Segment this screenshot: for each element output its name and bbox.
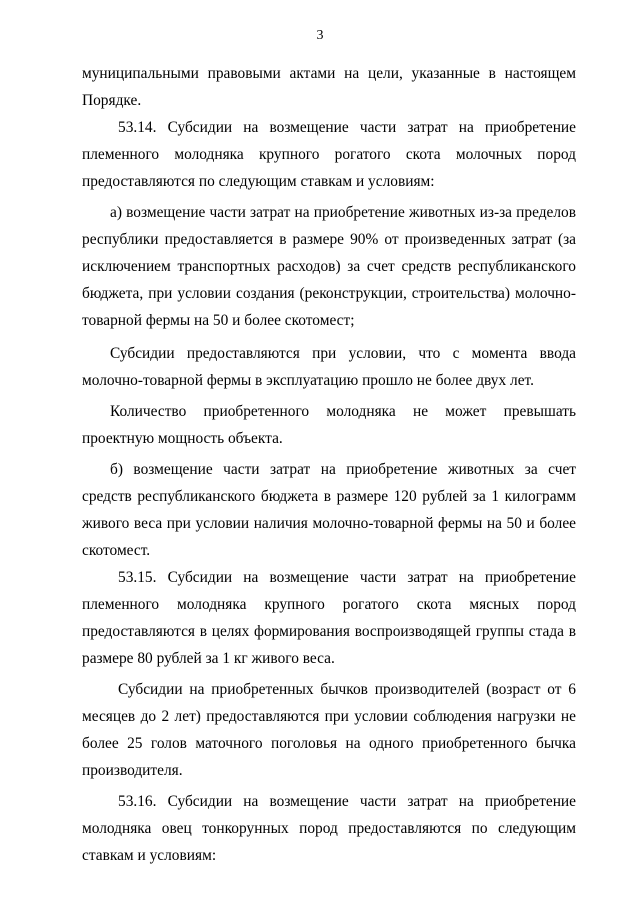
page-number: 3 bbox=[316, 28, 324, 43]
paragraph-continuation: муниципальными правовыми актами на цели, указанные в настоящем Порядке. bbox=[82, 65, 576, 109]
paragraph-bulls-condition: Субсидии на приобретенных бычков производителей (возраст от 6 месяцев до 2 лет) предоставляются при условии соблюдения нагрузки не более 25 голов маточного поголовья на одного приобретенного бычка производителя. bbox=[82, 681, 576, 779]
paragraph-53-15: 53.15. Субсидии на возмещение части затрат на приобретение племенного молодняка крупного рогатого скота мясных пород предоставляются в целях формирования воспроизводящей группы стада в размере 80 рублей за 1 кг живого веса. bbox=[82, 569, 576, 667]
document-body bbox=[82, 60, 576, 869]
paragraph-item-b: б) возмещение части затрат на приобретение животных за счет средств республиканского бюджета в размере 120 рублей за 1 килограмм живого веса при условии наличия молочно-товарной фермы на 50 и более скотомест. bbox=[82, 461, 576, 559]
paragraph-53-16: 53.16. Субсидии на возмещение части затрат на приобретение молодняка овец тонкорунных пород предоставляются по следующим ставкам и условиям: bbox=[82, 793, 576, 864]
paragraph-item-a: а) возмещение части затрат на приобретение животных из-за пределов республики предоставляется в размере 90% от произведенных затрат (за исключением транспортных расходов) за счет средств республиканского бюджета, при условии создания (реконструкции, строительства) молочно-товарной фермы на 50 и более скотомест; bbox=[82, 204, 576, 329]
paragraph-quantity-limit: Количество приобретенного молодняка не может превышать проектную мощность объекта. bbox=[82, 403, 576, 447]
paragraph-subsidy-condition: Субсидии предоставляются при условии, что с момента ввода молочно-товарной фермы в эксплуатацию прошло не более двух лет. bbox=[82, 345, 576, 389]
paragraph-53-14: 53.14. Субсидии на возмещение части затрат на приобретение племенного молодняка крупного рогатого скота молочных пород предоставляются по следующим ставкам и условиям: bbox=[82, 119, 576, 190]
